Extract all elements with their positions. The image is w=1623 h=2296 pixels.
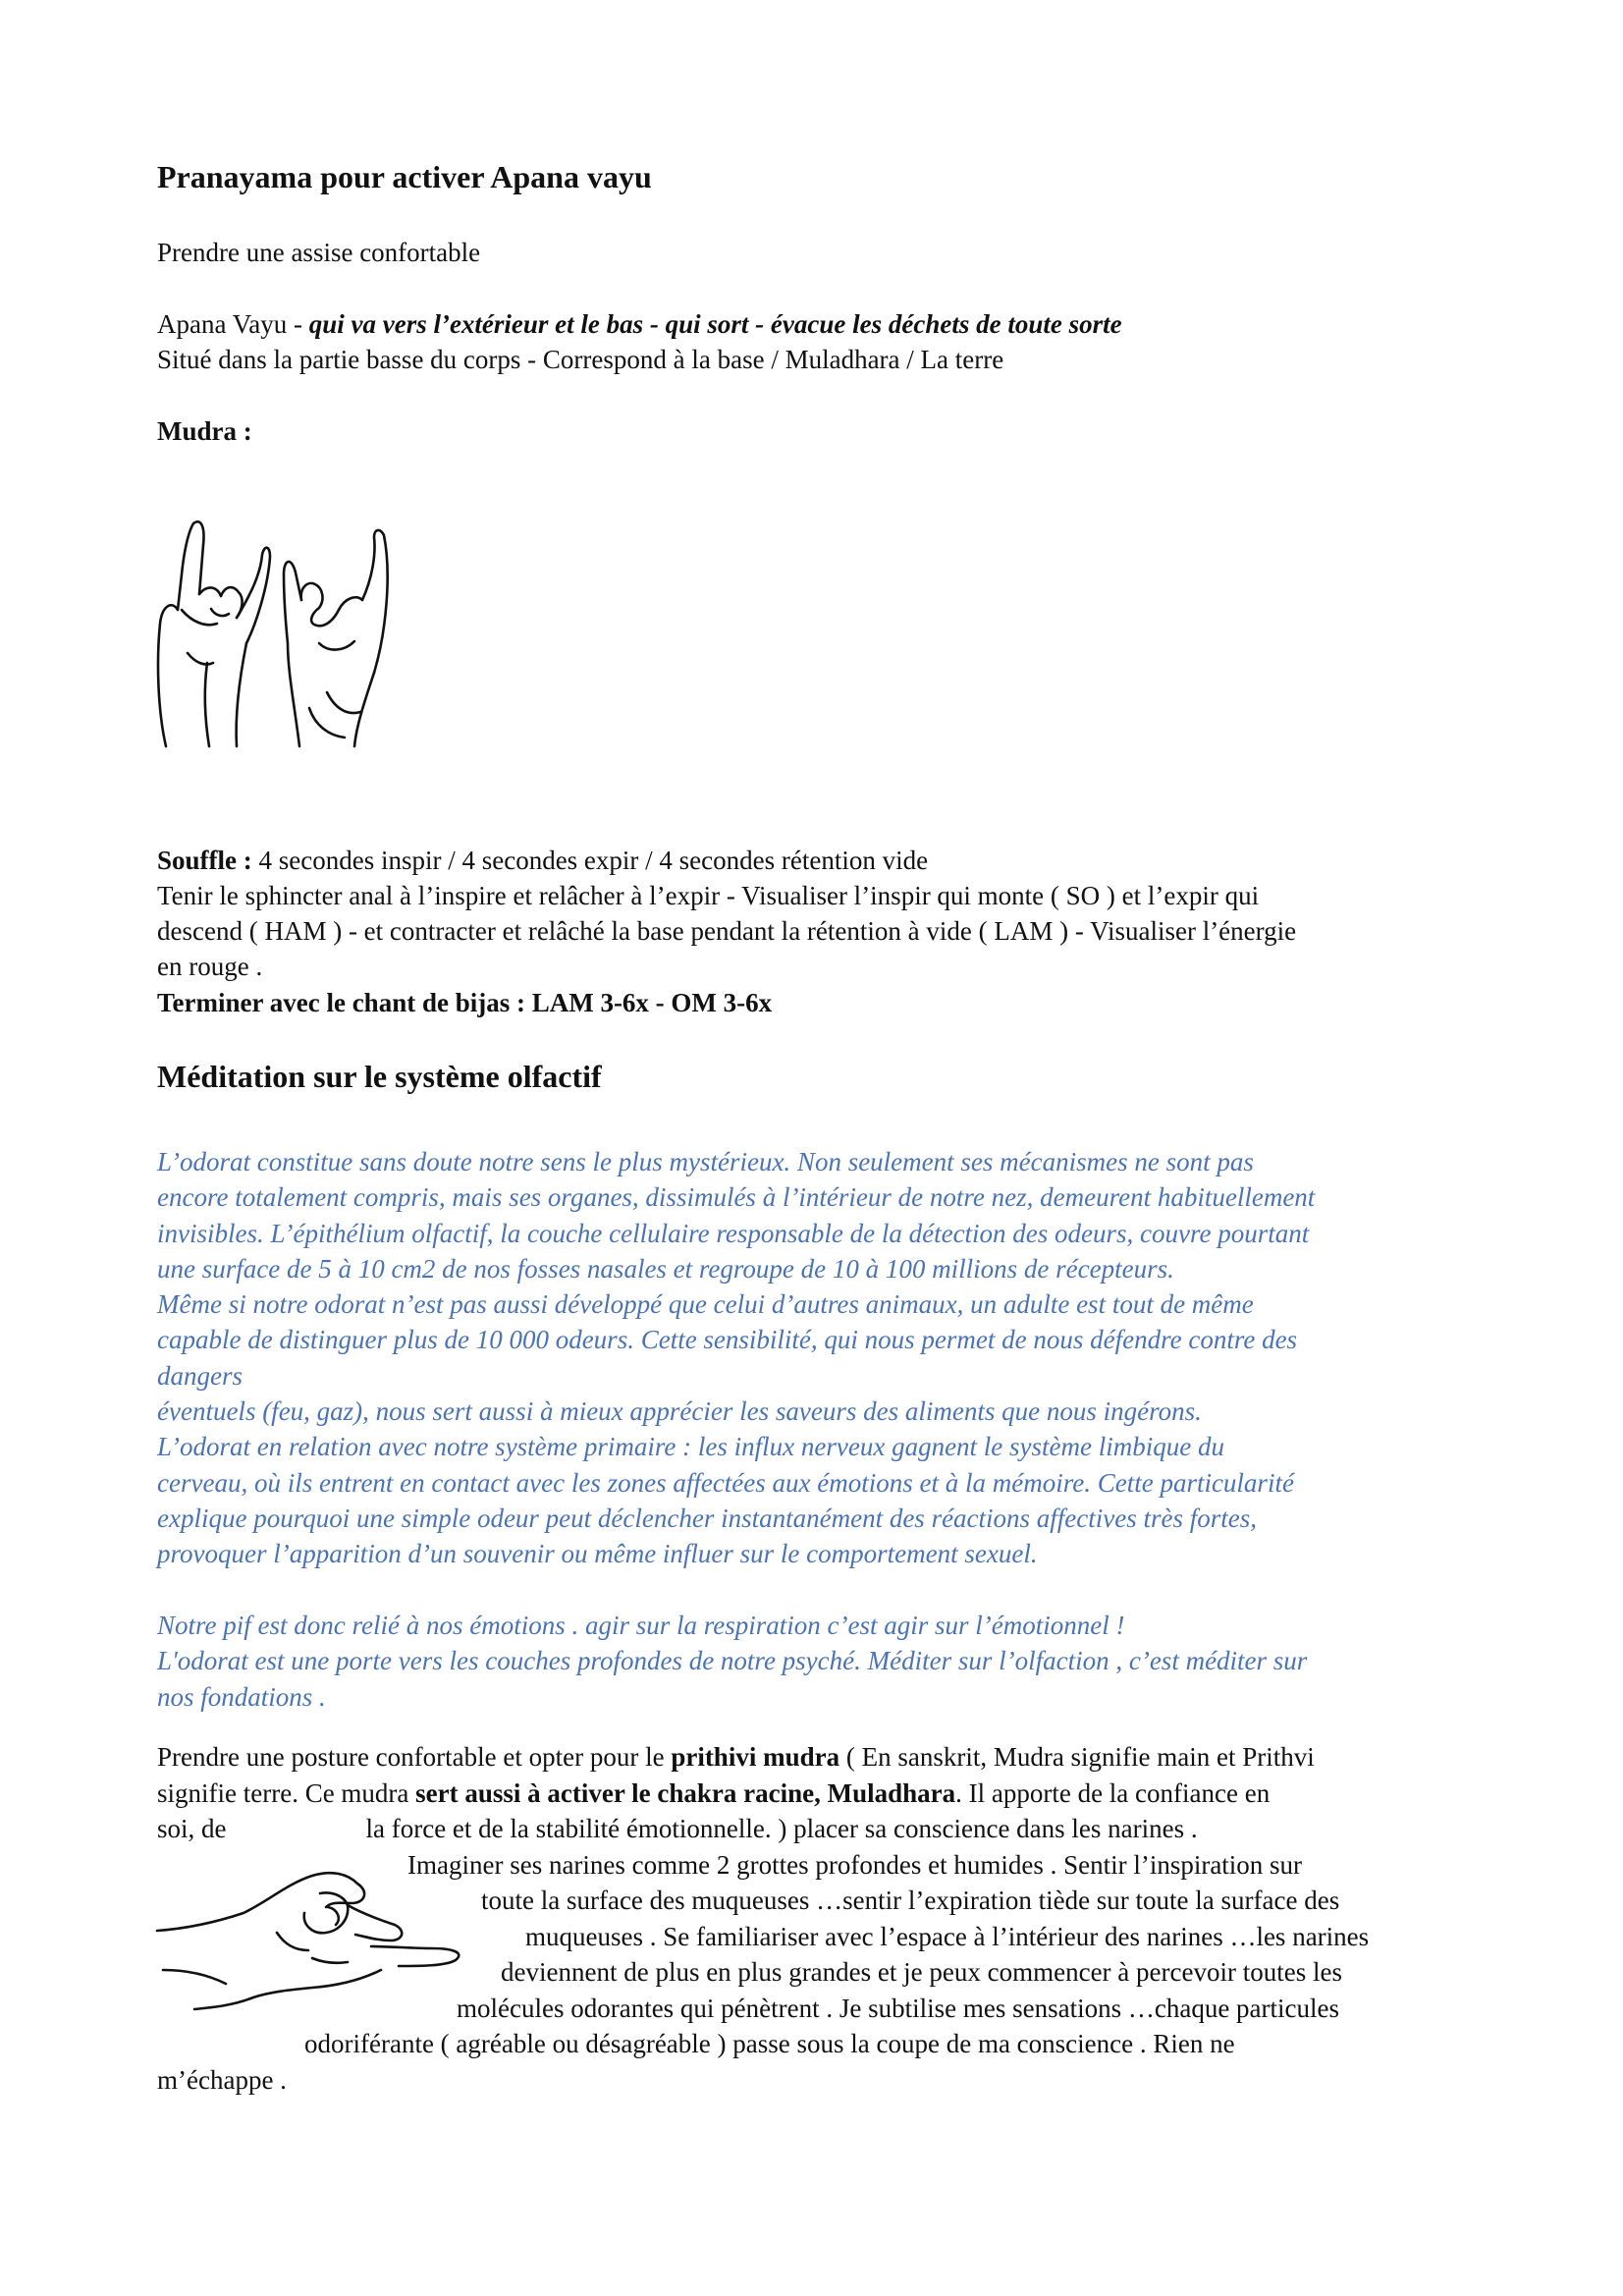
quote-line: Même si notre odorat n’est pas aussi développé que celui d’autres animaux, un adulte est tout de même — [157, 1289, 1254, 1320]
posture-line-5: toute la surface des muqueuses …sentir l’expiration tiède sur toute la surface des — [481, 1886, 1340, 1915]
tenir-line-3: en rouge . — [157, 952, 263, 981]
tenir-line-2: descend ( HAM ) - et contracter et relâché la base pendant la rétention à vide ( LAM ) - Visualiser l’énergie — [157, 916, 1297, 946]
souffle-line — [157, 843, 928, 878]
chakra-term: sert aussi à activer le chakra racine, Muladhara — [415, 1777, 956, 1808]
quote-line: provoquer l’apparition d’un souvenir ou même influer sur le comportement sexuel. — [157, 1539, 1038, 1569]
posture-line-8: molécules odorantes qui pénètrent . Je subtilise mes sensations …chaque particules — [457, 1993, 1340, 2023]
quote-line: invisibles. L’épithélium olfactif, la couche cellulaire responsable de la détection des odeurs, couvre pourtant — [157, 1218, 1310, 1248]
quote-line: L’odorat constitue sans doute notre sens le plus mystérieux. Non seulement ses mécanismes ne sont pas — [157, 1147, 1254, 1176]
section1-title: Pranayama pour activer Apana vayu — [157, 159, 652, 194]
tenir-line-1: Tenir le sphincter anal à l’inspire et relâcher à l’expir - Visualiser l’inspir qui monte ( SO ) et l’expir qui — [157, 881, 1260, 910]
quote-line: cerveau, où ils entrent en contact avec les zones affectées aux émotions et à la mémoire. Cette particularité — [157, 1467, 1294, 1498]
posture-line-4: Imaginer ses narines comme 2 grottes profondes et humides . Sentir l’inspiration sur — [407, 1849, 1303, 1880]
quote-line: dangers — [157, 1360, 243, 1391]
posture-line-7: deviennent de plus en plus grandes et je peux commencer à percevoir toutes les — [501, 1957, 1342, 1987]
posture-line-3: soi, de la force et de la stabilité émotionnelle. ) placer sa conscience dans les narines . — [157, 1814, 1198, 1843]
pif-line: L'odorat est une porte vers les couches profondes de notre psyché. Méditer sur l’olfaction , c’est méditer sur — [157, 1646, 1308, 1676]
quote-line: L’odorat en relation avec notre système primaire : les influx nerveux gagnent le système limbique du — [157, 1432, 1224, 1462]
quote-line: encore totalement compris, mais ses organes, dissimulés à l’intérieur de notre nez, demeurent habituellement — [157, 1182, 1316, 1213]
posture-line-6: muqueuses . Se familiariser avec l’espace à l’intérieur des narines …les narines — [525, 1921, 1370, 1951]
quote-line: capable de distinguer plus de 10 000 odeurs. Cette sensibilité, qui nous permet de nous défendre contre des — [157, 1325, 1298, 1355]
situe-line: Situé dans la partie basse du corps - Correspond à la base / Muladhara / La terre — [157, 345, 1004, 374]
quote-block — [157, 1144, 1315, 1572]
prithivi-mudra-term: prithivi mudra — [671, 1742, 840, 1772]
intro-text: Prendre une assise confortable — [157, 238, 481, 267]
quote-line: explique pourquoi une simple odeur peut déclencher instantanément des réactions affectives très fortes, — [157, 1503, 1257, 1533]
quote-line: éventuels (feu, gaz), nous sert aussi à mieux apprécier les saveurs des aliments que nous ingérons. — [157, 1396, 1202, 1427]
souffle-text: 4 secondes inspir / 4 secondes expir / 4 secondes rétention vide — [251, 846, 929, 875]
posture-line-2: signifie terre. Ce mudra sert aussi à activer le chakra racine, Muladhara. Il apporte de la confiance en — [157, 1777, 1271, 1808]
pif-line: Notre pif est donc relié à nos émotions . agir sur la respiration c’est agir sur l’émotionnel ! — [157, 1611, 1125, 1640]
quote-line: une surface de 5 à 10 cm2 de nos fosses nasales et regroupe de 10 à 100 millions de récepteurs. — [157, 1253, 1174, 1284]
posture-line-1: Prendre une posture confortable et opter pour le prithivi mudra ( En sanskrit, Mudra signifie main et Prithvi — [157, 1742, 1315, 1772]
mudra-label: Mudra : — [157, 416, 252, 446]
pif-block — [157, 1608, 1307, 1715]
section2-title: Méditation sur le système olfactif — [157, 1059, 602, 1094]
terminer-line: Terminer avec le chant de bijas : LAM 3-6x - OM 3-6x — [157, 988, 773, 1017]
posture-line-10: m’échappe . — [157, 2064, 287, 2095]
apana-desc: qui va vers l’extérieur et le bas - qui sort - évacue les déchets de toute sorte — [308, 309, 1122, 339]
apana-label: Apana Vayu - — [157, 309, 309, 339]
apana-line — [157, 306, 1122, 342]
apana-mudra-hands-icon — [152, 516, 398, 756]
pif-line: nos fondations . — [157, 1681, 326, 1712]
posture-line-9: odoriférante ( agréable ou désagréable ) passe sous la coupe de ma conscience . Rien ne — [304, 2029, 1235, 2058]
souffle-label: Souffle : — [157, 846, 252, 875]
prithivi-mudra-hand-icon — [155, 1864, 489, 2011]
